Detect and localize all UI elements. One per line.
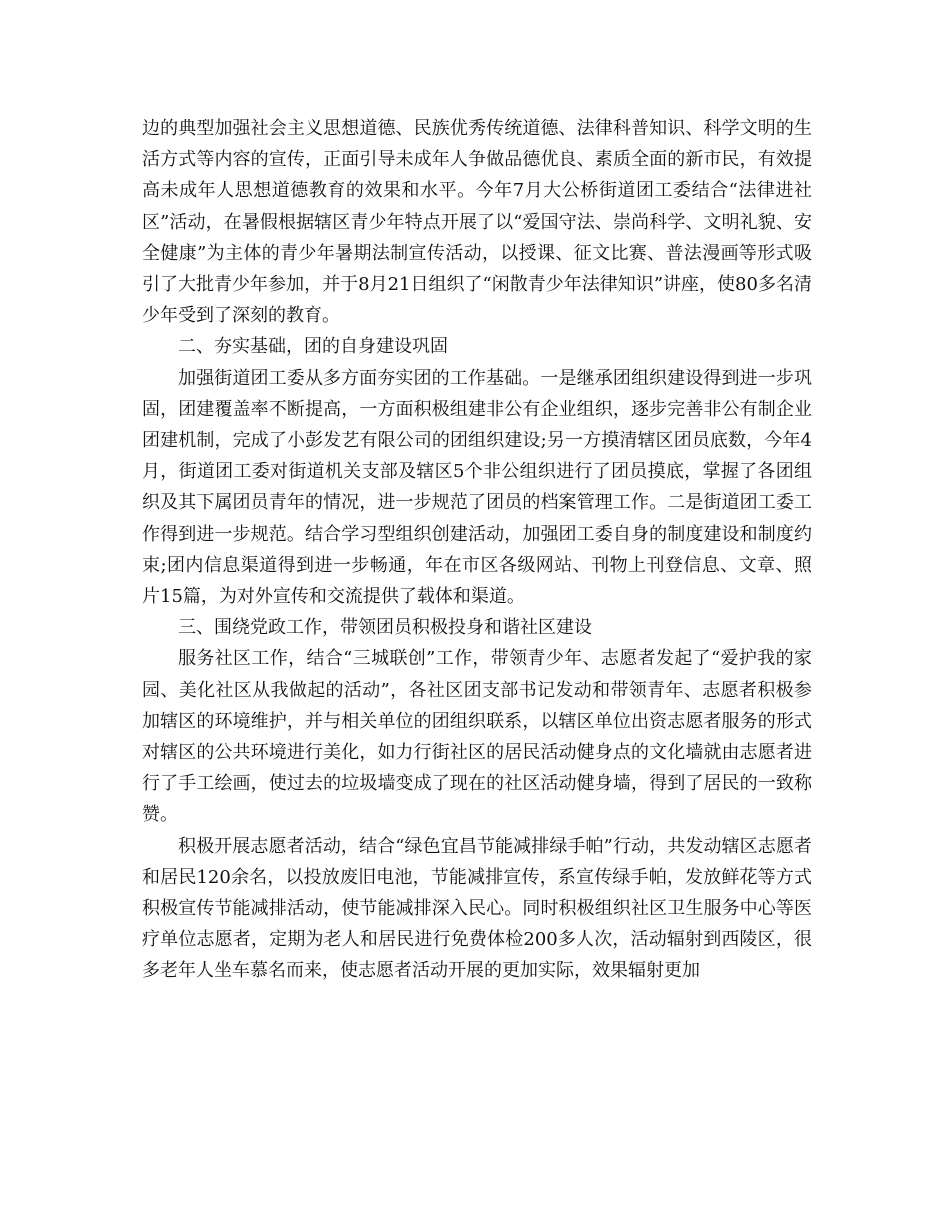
paragraph-1: 边的典型加强社会主义思想道德、民族优秀传统道德、法律科普知识、科学文明的生活方式等内容的宣传，正面引导未成年人争做品德优良、素质全面的新市民，有效提高未成年人思想道德教育的效果和水平。今年7月大公桥街道团工委结合“法律进社区”活动，在暑假根据辖区青少年特点开展了以“爱国守法、崇尚科学、文明礼貌、安全健康”为主体的青少年暑期法制宣传活动，以授课、征文比赛、普法漫画等形式吸引了大批青少年参加，并于8月21日组织了“闲散青少年法律知识”讲座，使80多名清少年受到了深刻的教育。	[142, 118, 812, 327]
paragraph-2: 加强街道团工委从多方面夯实团的工作基础。一是继承团组织建设得到进一步巩固，团建覆盖率不断提高，一方面积极组建非公有企业组织，逐步完善非公有制企业团建机制，完成了小彭发艺有限公司的团组织建设;另一方摸清辖区团员底数，今年4月，街道团工委对街道机关支部及辖区5个非公组织进行了团员摸底，掌握了各团组织及其下属团员青年的情况，进一步规范了团员的档案管理工作。二是街道团工委工作得到进一步规范。结合学习型组织创建活动，加强团工委自身的制度建设和制度约束;团内信息渠道得到进一步畅通，年在市区各级网站、刊物上刊登信息、文章、照片15篇，为对外宣传和交流提供了载体和渠道。	[142, 367, 812, 608]
paragraph-4: 积极开展志愿者活动，结合“绿色宜昌节能减排绿手帕”行动，共发动辖区志愿者和居民120余名，以投放废旧电池，节能减排宣传，系宣传绿手帕，发放鲜花等方式积极宣传节能减排活动，使节能减排深入民心。同时积极组织社区卫生服务中心等医疗单位志愿者，定期为老人和居民进行免费体检200多人次，活动辐射到西陵区，很多老年人坐车慕名而来，使志愿者活动开展的更加实际，效果辐射更加	[142, 835, 812, 982]
section-heading-2: 二、夯实基础，团的自身建设巩固	[178, 336, 448, 358]
document-page	[142, 113, 812, 987]
section-heading-3: 三、围绕党政工作，带领团员积极投身和谐社区建设	[178, 617, 592, 639]
paragraph-3: 服务社区工作，结合“三城联创”工作，带领青少年、志愿者发起了“爱护我的家园、美化社区从我做起的活动”，各社区团支部书记发动和带领青年、志愿者积极参加辖区的环境维护，并与相关单位的团组织联系，以辖区单位出资志愿者服务的形式对辖区的公共环境进行美化，如力行街社区的居民活动健身点的文化墙就由志愿者进行了手工绘画，使过去的垃圾墙变成了现在的社区活动健身墙，得到了居民的一致称赞。	[142, 648, 812, 826]
